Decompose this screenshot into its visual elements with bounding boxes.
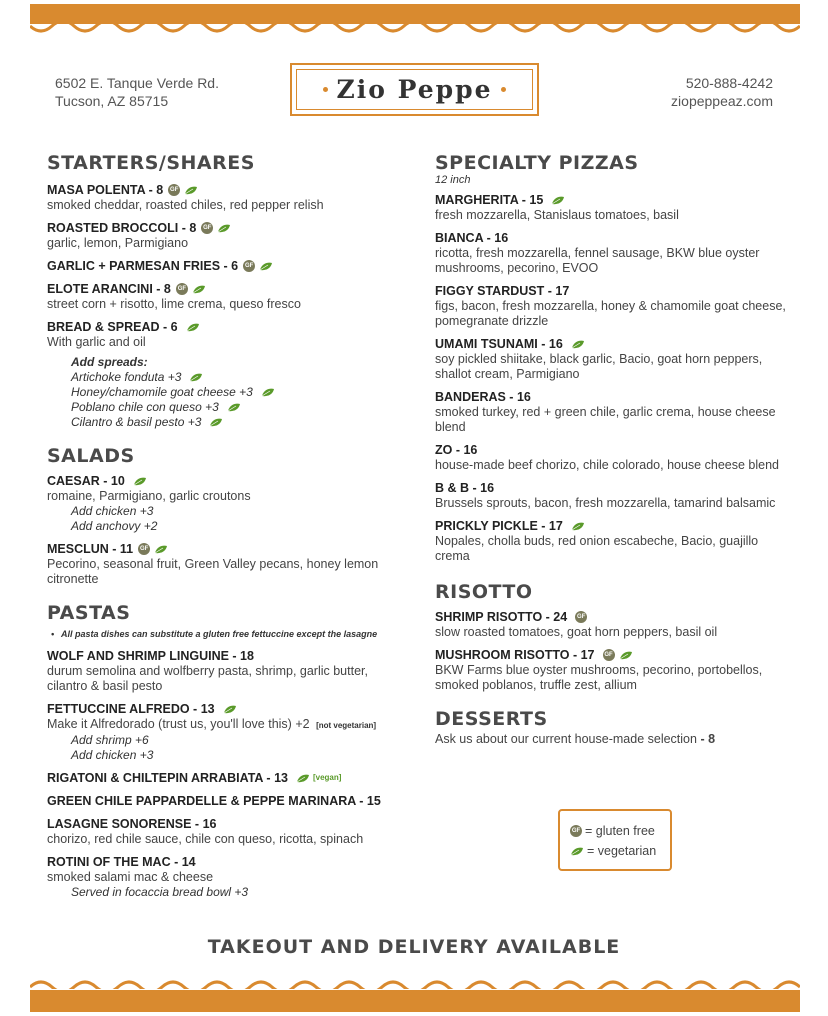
item-description: With garlic and oil: [47, 335, 146, 349]
item-description: Pecorino, seasonal fruit, Green Valley pecans, honey lemon citronette: [47, 557, 379, 586]
item-name: FETTUCCINE ALFREDO - 13: [47, 702, 215, 716]
item-name: FIGGY STARDUST - 17: [435, 284, 570, 298]
item-description: figs, bacon, fresh mozzarella, honey & chamomile goat cheese, pomegranate drizzle: [435, 299, 786, 328]
menu-item: [435, 389, 795, 435]
item-description: ricotta, fresh mozzarella, fennel sausage, BKW blue oyster mushrooms, pecorino, EVOO: [435, 246, 760, 275]
risotto-heading: RISOTTO: [435, 581, 533, 603]
legend-gluten-free: [570, 821, 670, 841]
leaf-icon: [189, 373, 203, 382]
salads-heading: SALADS: [47, 445, 135, 467]
starters-heading: STARTERS/SHARES: [47, 152, 255, 174]
leaf-icon: [217, 224, 231, 233]
menu-item: [47, 793, 407, 809]
restaurant-contact: [671, 74, 773, 110]
restaurant-address: [55, 74, 219, 110]
spread-option: [47, 385, 407, 400]
item-name: BANDERAS - 16: [435, 390, 531, 404]
item-description: BKW Farms blue oyster mushrooms, pecorino, portobellos, smoked poblanos, truffle zest, allium: [435, 663, 763, 692]
website-link[interactable]: ziopeppeaz.com: [671, 93, 773, 109]
item-name: MUSHROOM RISOTTO - 17: [435, 648, 595, 662]
menu-item: [47, 281, 407, 312]
pastas-heading: PASTAS: [47, 602, 131, 624]
leaf-icon: [619, 651, 633, 660]
item-description: smoked cheddar, roasted chiles, red pepper relish: [47, 198, 324, 212]
item-description: house-made beef chorizo, chile colorado, house cheese blend: [435, 458, 779, 472]
spread-label: Artichoke fonduta +3: [71, 370, 182, 384]
leaf-icon: [571, 522, 585, 531]
add-on-option: Add chicken +3: [71, 748, 154, 762]
menu-item: [435, 609, 795, 640]
item-name: BREAD & SPREAD - 6: [47, 320, 178, 334]
leaf-icon: [223, 705, 237, 714]
address-line-2: Tucson, AZ 85715: [55, 93, 169, 109]
legend-gf-label: = gluten free: [585, 824, 655, 838]
logo-dot-right: [501, 87, 506, 92]
spread-label: Cilantro & basil pesto +3: [71, 415, 202, 429]
leaf-icon: [154, 545, 168, 554]
item-description: garlic, lemon, Parmigiano: [47, 236, 189, 250]
spread-option: [47, 415, 407, 430]
menu-item: [435, 518, 795, 564]
menu-item: [435, 442, 795, 473]
menu-item: [47, 701, 407, 763]
item-description: slow roasted tomatoes, goat horn peppers, basil oil: [435, 625, 718, 639]
menu-item: [47, 258, 407, 274]
item-name: MARGHERITA - 15: [435, 193, 544, 207]
item-name: BIANCA - 16: [435, 231, 509, 245]
menu-item: [47, 182, 407, 213]
leaf-icon: [227, 403, 241, 412]
item-description: durum semolina and wolfberry pasta, shrimp, garlic butter, cilantro & basil pesto: [47, 664, 368, 693]
menu-left-column: [47, 150, 407, 907]
dessert-price: - 8: [700, 732, 716, 746]
gf-badge-icon: GF: [570, 825, 582, 837]
menu-item: [435, 230, 795, 276]
leaf-icon: [192, 285, 206, 294]
item-name: ROASTED BROCCOLI - 8: [47, 221, 197, 235]
spread-label: Poblano chile con queso +3: [71, 400, 219, 414]
menu-item: [435, 283, 795, 329]
leaf-icon: [209, 418, 223, 427]
top-border-band: [30, 4, 800, 24]
item-name: B & B - 16: [435, 481, 495, 495]
item-description: street corn + risotto, lime crema, queso fresco: [47, 297, 301, 311]
add-on-option: Served in focaccia bread bowl +3: [71, 885, 249, 899]
menu-item: [435, 336, 795, 382]
menu-item: [47, 816, 407, 847]
item-name: RIGATONI & CHILTEPIN ARRABIATA - 13: [47, 771, 288, 785]
item-name: LASAGNE SONORENSE - 16: [47, 817, 217, 831]
leaf-icon: [261, 388, 275, 397]
leaf-icon: [551, 196, 565, 205]
menu-item: [47, 319, 407, 430]
item-name: ELOTE ARANCINI - 8: [47, 282, 171, 296]
spread-label: Honey/chamomile goat cheese +3: [71, 385, 253, 399]
item-description: Nopales, cholla buds, red onion escabeche, Bacio, guajillo crema: [435, 534, 759, 563]
takeout-banner: TAKEOUT AND DELIVERY AVAILABLE: [207, 936, 621, 958]
gf-badge-icon: GF: [176, 283, 188, 295]
add-on-option: Add anchovy +2: [71, 519, 158, 533]
gf-badge-icon: GF: [603, 649, 615, 661]
menu-item: [47, 854, 407, 900]
leaf-icon: [571, 340, 585, 349]
item-name: GREEN CHILE PAPPARDELLE & PEPPE MARINARA - 15: [47, 794, 381, 808]
item-description: smoked salami mac & cheese: [47, 870, 214, 884]
menu-item: [435, 480, 795, 511]
dessert-description: Ask us about our current house-made selection: [435, 732, 697, 746]
legend-vegetarian: [570, 841, 670, 861]
item-name: UMAMI TSUNAMI - 16: [435, 337, 563, 351]
item-description: Brussels sprouts, bacon, fresh mozzarella, tamarind balsamic: [435, 496, 776, 510]
gf-badge-icon: GF: [138, 543, 150, 555]
item-description: romaine, Parmigiano, garlic croutons: [47, 489, 251, 503]
gf-badge-icon: GF: [575, 611, 587, 623]
menu-item: [47, 770, 407, 786]
bottom-border-band: [30, 990, 800, 1012]
dietary-legend: [558, 809, 672, 871]
item-description: soy pickled shiitake, black garlic, Bacio, goat horn peppers, shallot cream, Parmigiano: [435, 352, 763, 381]
menu-item: [435, 192, 795, 223]
item-description: fresh mozzarella, Stanislaus tomatoes, basil: [435, 208, 679, 222]
item-name: ROTINI OF THE MAC - 14: [47, 855, 196, 869]
menu-item: [47, 541, 407, 587]
item-name: ZO - 16: [435, 443, 478, 457]
add-on-option: Add shrimp +6: [71, 733, 149, 747]
pizzas-heading: SPECIALTY PIZZAS: [435, 152, 639, 174]
logo-dot-left: [323, 87, 328, 92]
vegan-tag: [vegan]: [312, 773, 342, 782]
legend-veg-label: = vegetarian: [587, 844, 657, 858]
restaurant-name: Zio Peppe: [336, 75, 493, 104]
leaf-icon: [133, 477, 147, 486]
leaf-icon: [296, 774, 310, 783]
item-name: CAESAR - 10: [47, 474, 125, 488]
leaf-icon: [184, 186, 198, 195]
spreads-heading: Add spreads:: [71, 355, 148, 369]
menu-right-column: [435, 150, 795, 747]
menu-item: [47, 473, 407, 534]
spread-option: [47, 370, 407, 385]
gf-badge-icon: GF: [168, 184, 180, 196]
item-name: MESCLUN - 11: [47, 542, 134, 556]
gf-badge-icon: GF: [243, 260, 255, 272]
leaf-icon: [570, 847, 584, 856]
top-wave-border: [30, 24, 800, 36]
phone-number[interactable]: 520-888-4242: [685, 75, 773, 91]
leaf-icon: [259, 262, 273, 271]
item-description: smoked turkey, red + green chile, garlic crema, house cheese blend: [435, 405, 776, 434]
gf-badge-icon: GF: [201, 222, 213, 234]
item-description: Make it Alfredorado (trust us, you'll love this) +2: [47, 717, 310, 731]
item-name: WOLF AND SHRIMP LINGUINE - 18: [47, 649, 254, 663]
spread-option: [47, 400, 407, 415]
add-on-option: Add chicken +3: [71, 504, 154, 518]
pizza-size-note: 12 inch: [435, 174, 471, 186]
item-name: SHRIMP RISOTTO - 24: [435, 610, 568, 624]
menu-item: [47, 220, 407, 251]
item-name: GARLIC + PARMESAN FRIES - 6: [47, 259, 239, 273]
item-description: chorizo, red chile sauce, chile con queso, ricotta, spinach: [47, 832, 364, 846]
item-name: PRICKLY PICKLE - 17: [435, 519, 563, 533]
address-line-1: 6502 E. Tanque Verde Rd.: [55, 75, 219, 91]
menu-item: [435, 647, 795, 693]
leaf-icon: [186, 323, 200, 332]
item-name: MASA POLENTA - 8: [47, 183, 164, 197]
bottom-wave-border: [30, 977, 800, 989]
not-vegetarian-tag: [not vegetarian]: [316, 721, 377, 730]
desserts-heading: DESSERTS: [435, 708, 548, 730]
menu-item: [47, 648, 407, 694]
restaurant-logo: [290, 63, 539, 116]
pasta-note: • All pasta dishes can substitute a gluten free fettuccine except the lasagne: [47, 628, 407, 640]
